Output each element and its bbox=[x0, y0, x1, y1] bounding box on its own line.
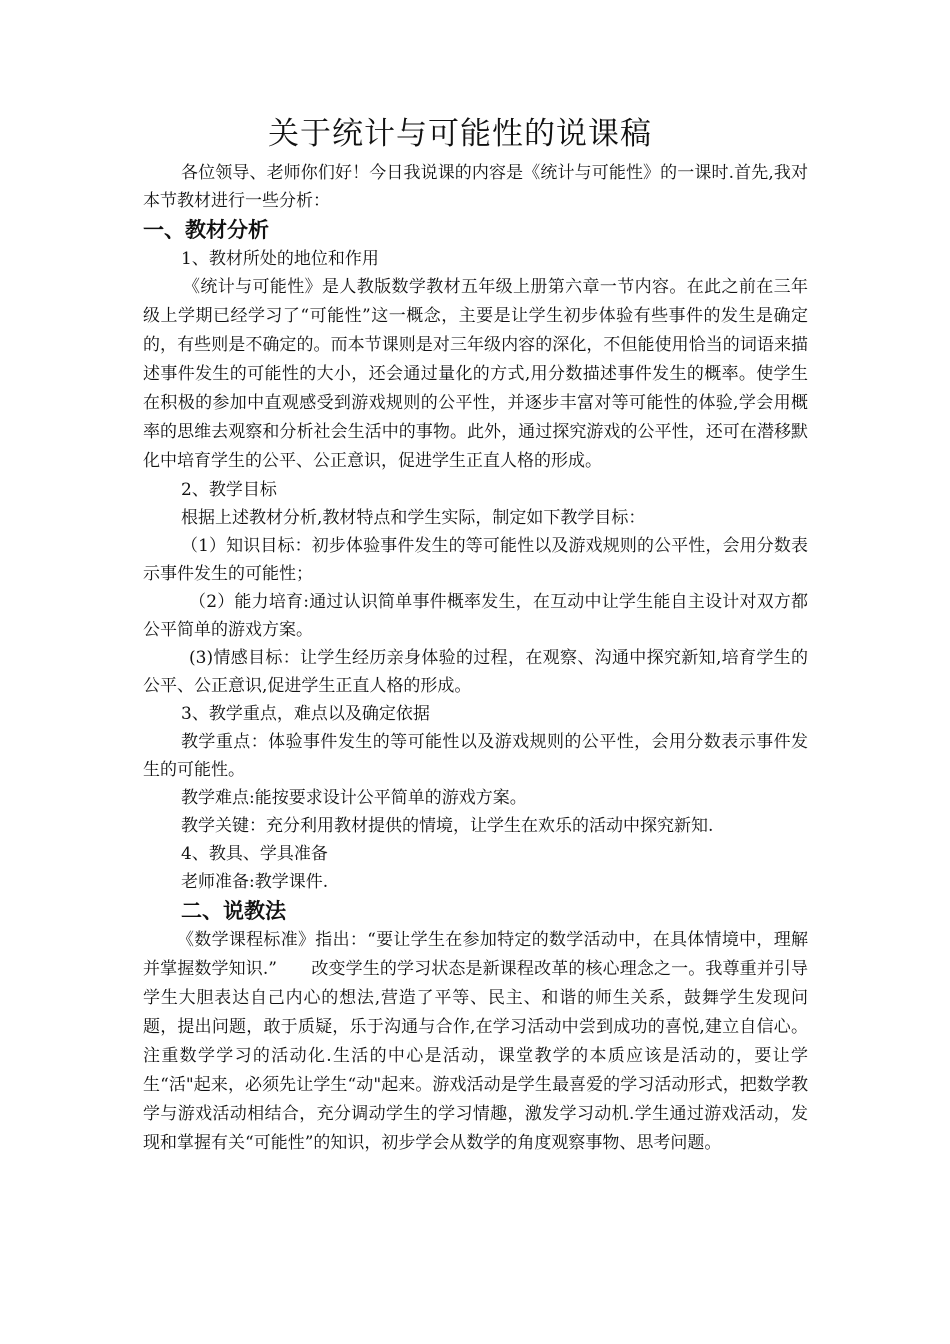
goal-emotion: (3)情感目标：让学生经历亲身体验的过程，在观察、沟通中探究新知,培育学生的公平、公正意识,促进学生正直人格的形成。 bbox=[143, 648, 808, 696]
section-heading-2: 二、说教法 bbox=[181, 899, 286, 923]
goal-knowledge: （1）知识目标：初步体验事件发生的等可能性以及游戏规则的公平性，会用分数表示事件发生的可能性； bbox=[143, 536, 808, 584]
subheading-4: 4、教具、学具准备 bbox=[181, 844, 328, 864]
goal-ability: （2）能力培育:通过认识简单事件概率发生，在互动中让学生能自主设计对双方都公平简单的游戏方案。 bbox=[143, 592, 808, 640]
subheading-3: 3、教学重点，难点以及确定依据 bbox=[181, 704, 430, 724]
paragraph-role: 《统计与可能性》是人教版数学教材五年级上册第六章一节内容。在此之前在三年级上学期已经学习了“可能性”这一概念，主要是让学生初步体验有些事件的发生是确定的，有些则是不确定的。而本节课则是对三年级内容的深化，不但能使用恰当的词语来描述事件发生的可能性的大小，还会通过量化的方式,用分数描述事件发生的概率。使学生在积极的参加中直观感受到游戏规则的公平性，并逐步丰富对等可能性的体验,学会用概率的思维去观察和分析社会生活中的事物。此外，通过探究游戏的公平性，还可在潜移默化中培育学生的公平、公正意识，促进学生正直人格的形成。 bbox=[143, 277, 808, 471]
document-title: 关于统计与可能性的说课稿 bbox=[268, 116, 652, 152]
paragraph-key: 教学关键：充分利用教材提供的情境，让学生在欢乐的活动中探究新知. bbox=[181, 816, 714, 836]
document-body bbox=[143, 159, 808, 1158]
subheading-2: 2、教学目标 bbox=[181, 480, 277, 500]
paragraph-teaching-method: 《数学课程标准》指出：“要让学生在参加特定的数学活动中，在具体情境中，理解并掌握数学知识.” 改变学生的学习状态是新课程改革的核心理念之一。我尊重并引导学生大胆表达自己内心的想法,营造了平等、民主、和谐的师生关系，鼓舞学生发现问题，提出问题，敢于质疑，乐于沟通与合作,在学习活动中尝到成功的喜悦,建立自信心。注重数学学习的活动化.生活的中心是活动，课堂教学的本质应该是活动的，要让学生“活"起来，必须先让学生“动"起来。游戏活动是学生最喜爱的学习活动形式，把数学教学与游戏活动相结合，充分调动学生的学习情趣，激发学习动机.学生通过游戏活动，发现和掌握有关“可能性”的知识，初步学会从数学的角度观察事物、思考问题。 bbox=[143, 930, 808, 1153]
subheading-1: 1、教材所处的地位和作用 bbox=[181, 249, 379, 269]
paragraph-prep: 老师准备:教学课件. bbox=[181, 872, 329, 892]
section-heading-1: 一、教材分析 bbox=[143, 218, 269, 242]
paragraph-goals-intro: 根据上述教材分析,教材特点和学生实际，制定如下教学目标： bbox=[181, 508, 646, 528]
intro-paragraph: 各位领导、老师你们好！今日我说课的内容是《统计与可能性》的一课时.首先,我对本节教材进行一些分析： bbox=[143, 163, 808, 211]
paragraph-key-point: 教学重点：体验事件发生的等可能性以及游戏规则的公平性，会用分数表示事件发生的可能性。 bbox=[143, 732, 808, 780]
paragraph-difficulty: 教学难点:能按要求设计公平简单的游戏方案。 bbox=[181, 788, 527, 808]
